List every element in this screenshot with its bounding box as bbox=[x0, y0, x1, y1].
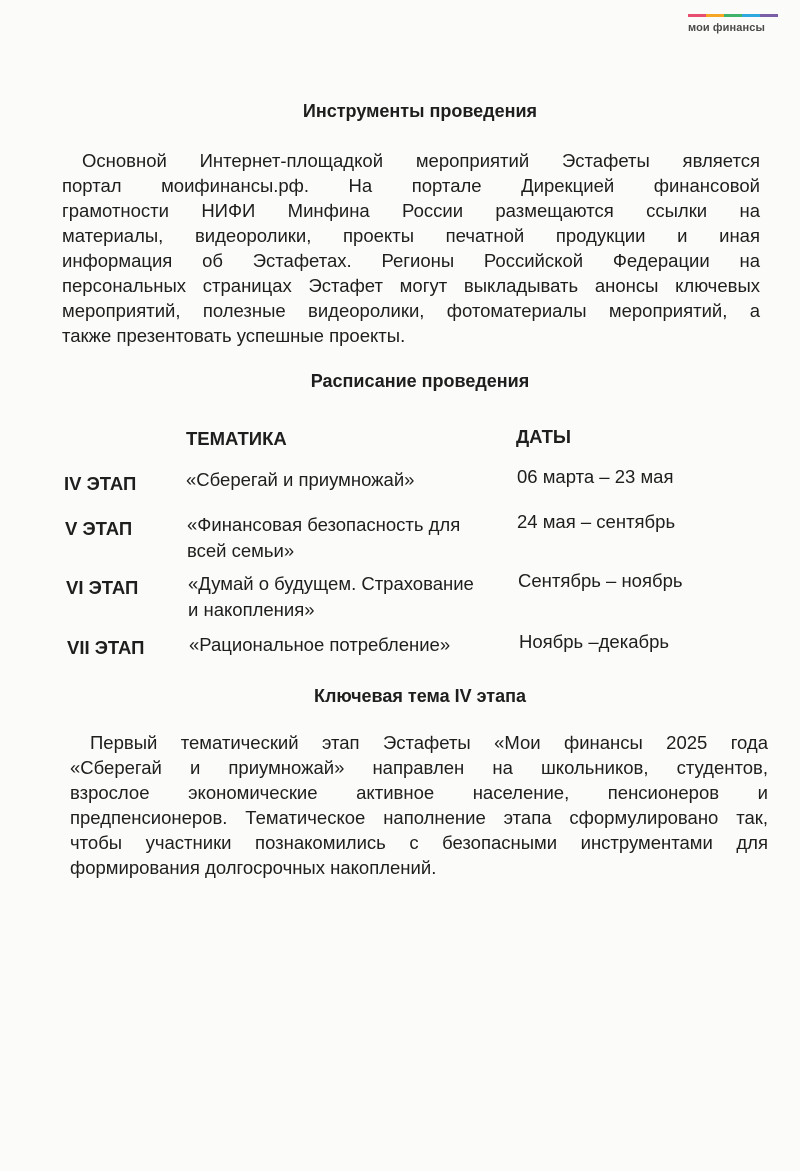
logo-color-bar bbox=[688, 14, 778, 17]
paragraph-line: информация об Эстафетах. Регионы Российской Федерации на bbox=[62, 250, 760, 271]
paragraph-line: Первый тематический этап Эстафеты «Мои финансы 2025 года bbox=[90, 732, 768, 753]
stage-label: V ЭТАП bbox=[65, 518, 133, 539]
section-title-schedule: Расписание проведения bbox=[310, 371, 530, 391]
paragraph-line: грамотности НИФИ Минфина России размещаются ссылки на bbox=[62, 200, 760, 221]
stage-dates: 24 мая – сентябрь bbox=[517, 511, 676, 532]
stage-label: VII ЭТАП bbox=[67, 637, 145, 658]
paragraph-line: предпенсионеров. Тематическое наполнение этапа сформулировано так, bbox=[70, 807, 768, 828]
stage-dates: 06 марта – 23 мая bbox=[517, 466, 674, 487]
stage-topic-line: «Рациональное потребление» bbox=[189, 634, 451, 655]
paragraph-line: также презентовать успешные проекты. bbox=[62, 325, 406, 346]
paragraph-key-theme bbox=[70, 730, 768, 880]
stage-topic bbox=[189, 632, 450, 658]
stage-topic-line: «Финансовая безопасность для bbox=[187, 514, 461, 535]
brand-logo bbox=[688, 14, 780, 34]
paragraph-line: формирования долгосрочных накоплений. bbox=[70, 857, 437, 878]
paragraph-line: портал моифинансы.рф. На портале Дирекцией финансовой bbox=[62, 175, 760, 196]
paragraph-line: «Сберегай и приумножай» направлен на школьников, студентов, bbox=[70, 757, 768, 778]
paragraph-line: материалы, видеоролики, проекты печатной продукции и иная bbox=[62, 225, 760, 246]
stage-dates: Ноябрь –декабрь bbox=[519, 631, 670, 652]
logo-stripe bbox=[706, 14, 724, 17]
paragraph-line: взрослое экономические активное население, пенсионеров и bbox=[70, 782, 768, 803]
logo-text: мои финансы bbox=[688, 22, 765, 34]
stage-topic-line: «Сберегай и приумножай» bbox=[186, 469, 415, 490]
section-title-tools: Инструменты проведения bbox=[302, 101, 538, 121]
stage-topic-line: всей семьи» bbox=[187, 540, 295, 561]
stage-label: VI ЭТАП bbox=[66, 577, 139, 598]
logo-stripe bbox=[724, 14, 742, 17]
column-header-dates: ДАТЫ bbox=[516, 426, 572, 447]
stage-topic bbox=[186, 467, 414, 493]
logo-stripe bbox=[760, 14, 778, 17]
stage-topic bbox=[188, 571, 474, 623]
paragraph-line: мероприятий, полезные видеоролики, фотоматериалы мероприятий, а bbox=[62, 300, 760, 321]
paragraph-line: Основной Интернет-площадкой мероприятий Эстафеты является bbox=[82, 150, 760, 171]
logo-stripe bbox=[688, 14, 706, 17]
stage-topic-line: и накопления» bbox=[188, 599, 315, 620]
logo-stripe bbox=[742, 14, 760, 17]
paragraph-line: персональных страницах Эстафет могут выкладывать анонсы ключевых bbox=[62, 275, 760, 296]
column-header-topic: ТЕМАТИКА bbox=[186, 428, 287, 449]
stage-dates: Сентябрь – ноябрь bbox=[518, 570, 683, 591]
paragraph-tools bbox=[62, 148, 760, 348]
stage-topic-line: «Думай о будущем. Страхование bbox=[188, 573, 474, 594]
paragraph-line: чтобы участники познакомились с безопасными инструментами для bbox=[70, 832, 768, 853]
stage-label: IV ЭТАП bbox=[64, 473, 137, 494]
section-title-key-theme: Ключевая тема IV этапа bbox=[313, 686, 526, 706]
stage-topic bbox=[187, 512, 460, 564]
